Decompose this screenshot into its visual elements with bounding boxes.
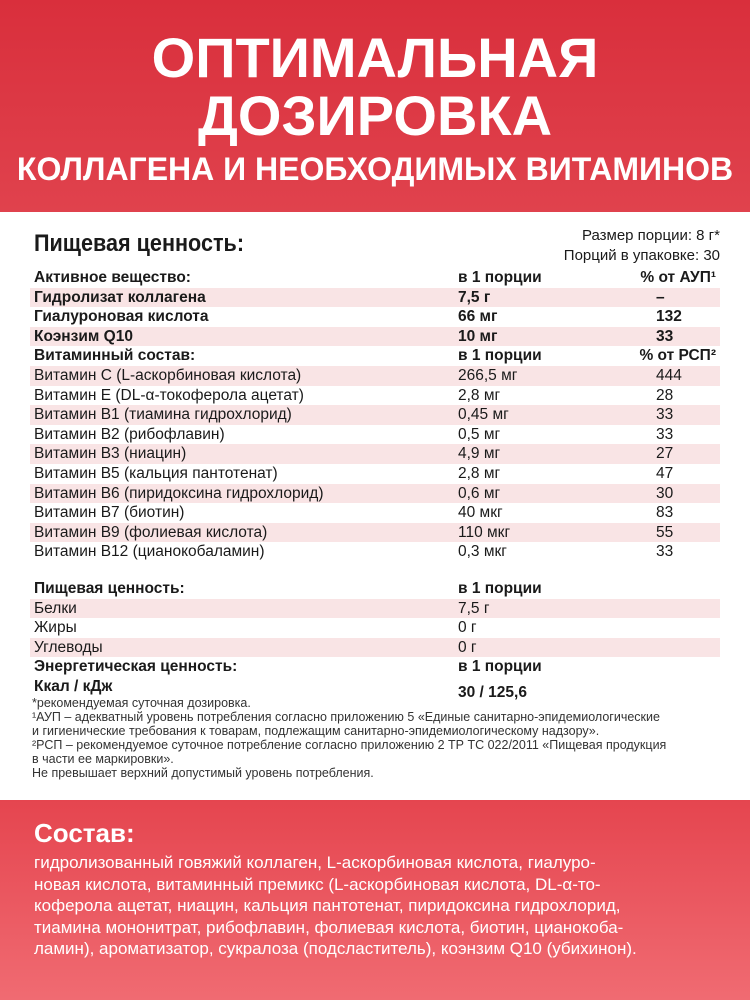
vitamin-header-name: Витаминный состав: bbox=[34, 347, 196, 365]
row-percent: 33 bbox=[656, 406, 674, 424]
row-name: Витамин B9 (фолиевая кислота) bbox=[34, 523, 268, 541]
vitamin-header-portion: в 1 порции bbox=[458, 347, 542, 365]
row-name: Витамин B5 (кальция пантотенат) bbox=[34, 464, 278, 482]
composition-title: Состав: bbox=[34, 818, 135, 848]
row-name: Витамин B3 (ниацин) bbox=[34, 445, 187, 463]
row-amount: 4,9 мг bbox=[458, 445, 501, 463]
footnote-line: и гигиенические требования к товарам, подлежащим санитарно-эпидемиологическому надзору». bbox=[32, 724, 600, 738]
portion-info bbox=[564, 226, 720, 266]
active-header-portion: в 1 порции bbox=[458, 269, 542, 286]
row-percent: 27 bbox=[656, 445, 674, 463]
serving-size: Размер порции: 8 г* bbox=[581, 227, 720, 244]
energy-unit: Ккал / кДж bbox=[34, 677, 113, 695]
table-row bbox=[30, 386, 720, 406]
row-amount: 10 мг bbox=[458, 327, 498, 345]
row-amount: 110 мкг bbox=[458, 523, 511, 541]
row-amount: 0 г bbox=[458, 619, 477, 637]
active-header-row bbox=[30, 268, 720, 288]
row-percent: – bbox=[656, 288, 665, 306]
row-amount: 266,5 мг bbox=[458, 366, 518, 384]
row-name: Гидролизат коллагена bbox=[34, 288, 206, 306]
footnote-line: Не превышает верхний допустимый уровень потребления. bbox=[32, 766, 374, 780]
row-percent: 33 bbox=[656, 543, 674, 561]
row-name: Углеводы bbox=[34, 638, 103, 656]
row-amount: 2,8 мг bbox=[458, 386, 501, 404]
table-row bbox=[30, 288, 720, 308]
row-amount: 2,8 мг bbox=[458, 464, 501, 482]
headline-line-1: ОПТИМАЛЬНАЯ bbox=[151, 26, 599, 89]
row-percent: 28 bbox=[656, 386, 674, 404]
energy-header-portion: в 1 порции bbox=[458, 658, 542, 676]
table-row bbox=[30, 425, 720, 445]
table-row bbox=[30, 599, 720, 619]
row-name: Витамин B1 (тиамина гидрохлорид) bbox=[34, 406, 292, 424]
row-amount: 66 мг bbox=[458, 308, 498, 326]
headline-subtitle: КОЛЛАГЕНА И НЕОБХОДИМЫХ ВИТАМИНОВ bbox=[16, 151, 734, 187]
row-percent: 444 bbox=[656, 366, 682, 384]
table-row bbox=[30, 542, 720, 562]
row-percent: 33 bbox=[656, 327, 674, 345]
table-row bbox=[30, 618, 720, 638]
nutrition-table bbox=[30, 268, 720, 703]
active-header-percent: % от АУП¹ bbox=[640, 269, 716, 286]
footnote-line: ²РСП – рекомендуемое суточное потребление согласно приложению 2 ТР ТС 022/2011 «Пищевая продукция bbox=[32, 738, 667, 752]
row-percent: 47 bbox=[656, 464, 674, 482]
composition-section bbox=[0, 800, 750, 1000]
table-row bbox=[30, 444, 720, 464]
row-name: Белки bbox=[34, 599, 77, 617]
row-amount: 0 г bbox=[458, 638, 477, 656]
food-header-row bbox=[30, 579, 720, 599]
servings-per-pack: Порций в упаковке: 30 bbox=[563, 247, 720, 264]
row-amount: 0,45 мг bbox=[458, 406, 509, 424]
row-name: Коэнзим Q10 bbox=[34, 327, 133, 345]
composition-text bbox=[34, 852, 724, 960]
table-row bbox=[30, 638, 720, 658]
row-name: Жиры bbox=[34, 619, 77, 637]
row-name: Витамин B2 (рибофлавин) bbox=[34, 425, 225, 443]
row-amount: 0,6 мг bbox=[458, 484, 501, 502]
footnote-line: ¹АУП – адекватный уровень потребления согласно приложению 5 «Единые санитарно-эпидемиологические bbox=[32, 710, 660, 724]
row-percent: 83 bbox=[656, 504, 674, 522]
active-header-name: Активное вещество: bbox=[34, 269, 191, 286]
table-row bbox=[30, 503, 720, 523]
table-row bbox=[30, 307, 720, 327]
vitamin-header-row bbox=[30, 346, 720, 366]
composition-line: тиамина мононитрат, рибофлавин, фолиевая кислота, биотин, цианокоба- bbox=[34, 917, 624, 937]
energy-header-name: Энергетическая ценность: bbox=[34, 658, 238, 676]
table-row bbox=[30, 366, 720, 386]
row-percent: 33 bbox=[656, 425, 674, 443]
table-row bbox=[30, 464, 720, 484]
composition-line: ламин), ароматизатор, сукралоза (подсластитель), коэнзим Q10 (убихинон). bbox=[34, 939, 637, 958]
row-amount: 40 мкг bbox=[458, 504, 503, 522]
row-amount: 0,3 мкг bbox=[458, 543, 507, 561]
energy-header-row bbox=[30, 657, 720, 677]
row-name: Витамин E (DL-α-токоферола ацетат) bbox=[34, 386, 304, 404]
vitamin-header-percent: % от РСП² bbox=[639, 347, 716, 365]
nutrition-section bbox=[0, 212, 750, 800]
row-amount: 7,5 г bbox=[458, 288, 491, 306]
composition-line: гидролизованный говяжий коллаген, L-аскорбиновая кислота, гиалуро- bbox=[34, 853, 596, 872]
row-name: Витамин B7 (биотин) bbox=[34, 504, 185, 522]
table-row bbox=[30, 327, 720, 347]
composition-line: коферола ацетат, ниацин, кальция пантотенат, пиридоксина гидрохлорид, bbox=[34, 896, 621, 915]
composition-line: новая кислота, витаминный премикс (L-аскорбиновая кислота, DL-α-то- bbox=[34, 874, 601, 894]
headline-line-2: ДОЗИРОВКА bbox=[197, 84, 553, 147]
table-row bbox=[30, 484, 720, 504]
row-name: Витамин B6 (пиридоксина гидрохлорид) bbox=[34, 484, 324, 502]
energy-value: 30 / 125,6 bbox=[458, 683, 527, 701]
footnotes bbox=[32, 696, 732, 780]
row-name: Гиалуроновая кислота bbox=[34, 308, 209, 326]
row-percent: 30 bbox=[656, 484, 674, 502]
footnote-line: *рекомендуемая суточная дозировка. bbox=[32, 696, 251, 710]
food-header-portion: в 1 порции bbox=[458, 579, 542, 597]
nutrition-title: Пищевая ценность: bbox=[34, 230, 245, 257]
footnote-line: в части ее маркировки». bbox=[32, 752, 174, 766]
row-amount: 7,5 г bbox=[458, 599, 490, 617]
row-amount: 0,5 мг bbox=[458, 425, 501, 443]
table-row bbox=[30, 523, 720, 543]
row-percent: 132 bbox=[656, 308, 682, 326]
row-name: Витамин B12 (цианокобаламин) bbox=[34, 543, 265, 561]
table-row bbox=[30, 405, 720, 425]
row-name: Витамин C (L-аскорбиновая кислота) bbox=[34, 366, 302, 384]
food-header-name: Пищевая ценность: bbox=[34, 579, 185, 597]
row-percent: 55 bbox=[656, 523, 674, 541]
title-banner bbox=[0, 0, 750, 212]
